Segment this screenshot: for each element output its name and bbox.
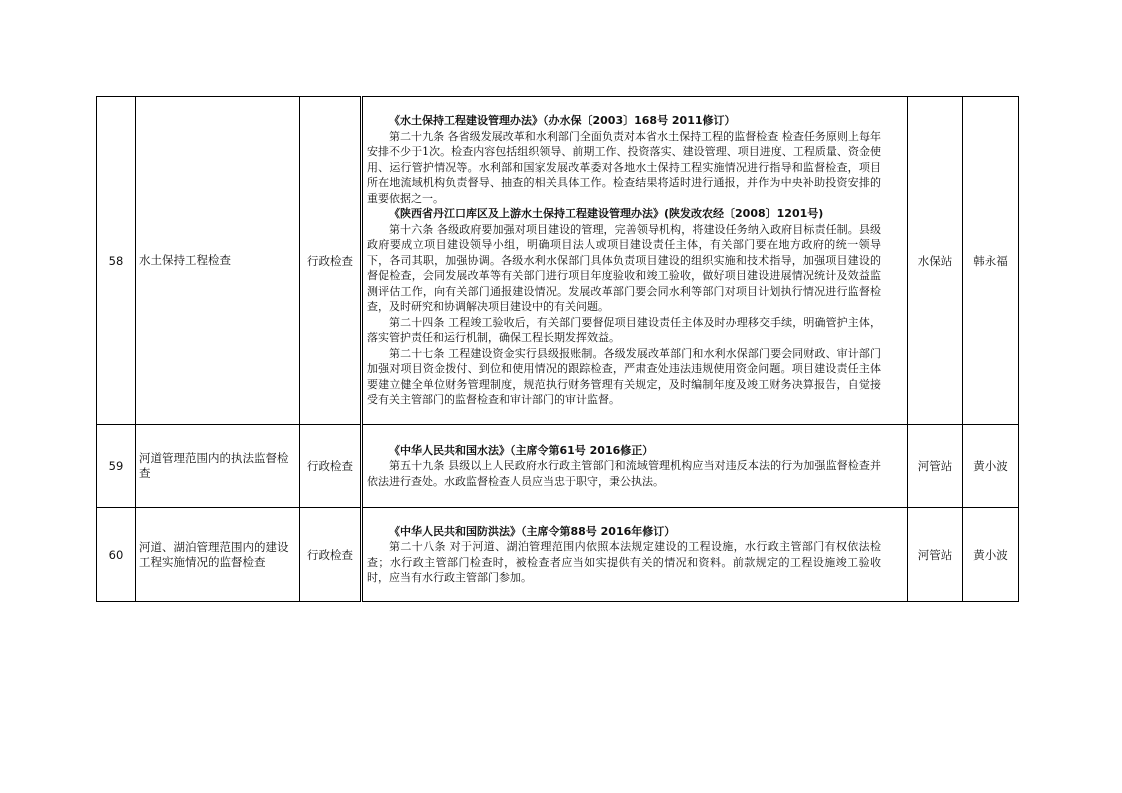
responsible-person: 黄小波 <box>963 425 1019 508</box>
law-title: 《陕西省丹江口库区及上游水土保持工程建设管理办法》(陕发改农经〔2008〕1201号) <box>389 207 824 221</box>
responsible-person: 黄小波 <box>963 508 1019 602</box>
row-number: 59 <box>97 425 136 508</box>
law-title: 《中华人民共和国防洪法》（主席令第88号 2016年修订） <box>389 524 676 538</box>
law-title: 《中华人民共和国水法》（主席令第61号 2016修正） <box>389 443 654 457</box>
item-type: 行政检查 <box>300 97 362 425</box>
responsible-dept: 河管站 <box>908 425 963 508</box>
item-type: 行政检查 <box>300 508 362 602</box>
table-row <box>97 425 1019 508</box>
item-type: 行政检查 <box>300 425 362 508</box>
table-row <box>97 97 1019 425</box>
row-number: 58 <box>97 97 136 425</box>
law-title: 《水土保持工程建设管理办法》（办水保〔2003〕168号 2011修订） <box>389 114 736 128</box>
law-article: 第五十九条 县级以上人民政府水行政主管部门和流域管理机构应当对违反本法的行为加强监督检查并依法进行查处。水政监督检查人员应当忠于职守，秉公执法。 <box>367 459 881 488</box>
item-name: 水土保持工程检查 <box>136 97 300 425</box>
legal-basis <box>362 97 908 425</box>
legal-basis <box>362 508 908 602</box>
law-article: 第十六条 各级政府要加强对项目建设的管理，完善领导机构，将建设任务纳入政府目标责任制。县级政府要成立项目建设领导小组，明确项目法人或项目建设责任主体，有关部门要在地方政府的统一领导下，各司其职，加强协调。各级水利水保部门具体负责项目建设的组织实施和技术指导，加强项目建设的督促检查，会同发展改革等有关部门进行项目年度验收和竣工验收，做好项目建设进展情况统计及效益监测评估工作，向有关部门通报建设情况。发展改革部门要会同水利等部门对项目计划执行情况进行监督检查，及时研究和协调解决项目建设中的有关问题。 <box>367 222 881 314</box>
inspection-table <box>96 96 1019 602</box>
legal-basis <box>362 425 908 508</box>
law-article: 第二十四条 工程竣工验收后，有关部门要督促项目建设责任主体及时办理移交手续，明确管护主体，落实管护责任和运行机制，确保工程长期发挥效益。 <box>367 315 881 345</box>
item-name: 河道管理范围内的执法监督检查 <box>136 425 300 508</box>
row-number: 60 <box>97 508 136 602</box>
law-article: 第二十八条 对于河道、湖泊管理范围内依照本法规定建设的工程设施，水行政主管部门有权依法检查；水行政主管部门检查时，被检查者应当如实提供有关的情况和资料。前款规定的工程设施竣工验收时，应当有水行政主管部门参加。 <box>367 540 881 584</box>
item-name: 河道、湖泊管理范围内的建设工程实施情况的监督检查 <box>136 508 300 602</box>
law-article: 第二十七条 工程建设资金实行县级报账制。各级发展改革部门和水利水保部门要会同财政、审计部门加强对项目资金拨付、到位和使用情况的跟踪检查，严肃查处违法违规使用资金问题。项目建设责任主体要建立健全单位财务管理制度，规范执行财务管理有关规定，及时编制年度及竣工财务决算报告，自觉接受有关主管部门的监督检查和审计部门的审计监督。 <box>367 346 881 407</box>
responsible-person: 韩永福 <box>963 97 1019 425</box>
law-article: 第二十九条 各省级发展改革和水利部门全面负责对本省水土保持工程的监督检查 检查任务原则上每年安排不少于1次。检查内容包括组织领导、前期工作、投资落实、建设管理、项目进度、工程质量、资金使用、运行管护情况等。水利部和国家发展改革委对各地水土保持工程实施情况进行指导和监督检查，项目所在地流域机构负责督导、抽查的相关具体工作。检查结果将适时进行通报，并作为中央补助投资安排的重要依据之一。 <box>367 129 881 205</box>
table-row <box>97 508 1019 602</box>
responsible-dept: 水保站 <box>908 97 963 425</box>
responsible-dept: 河管站 <box>908 508 963 602</box>
